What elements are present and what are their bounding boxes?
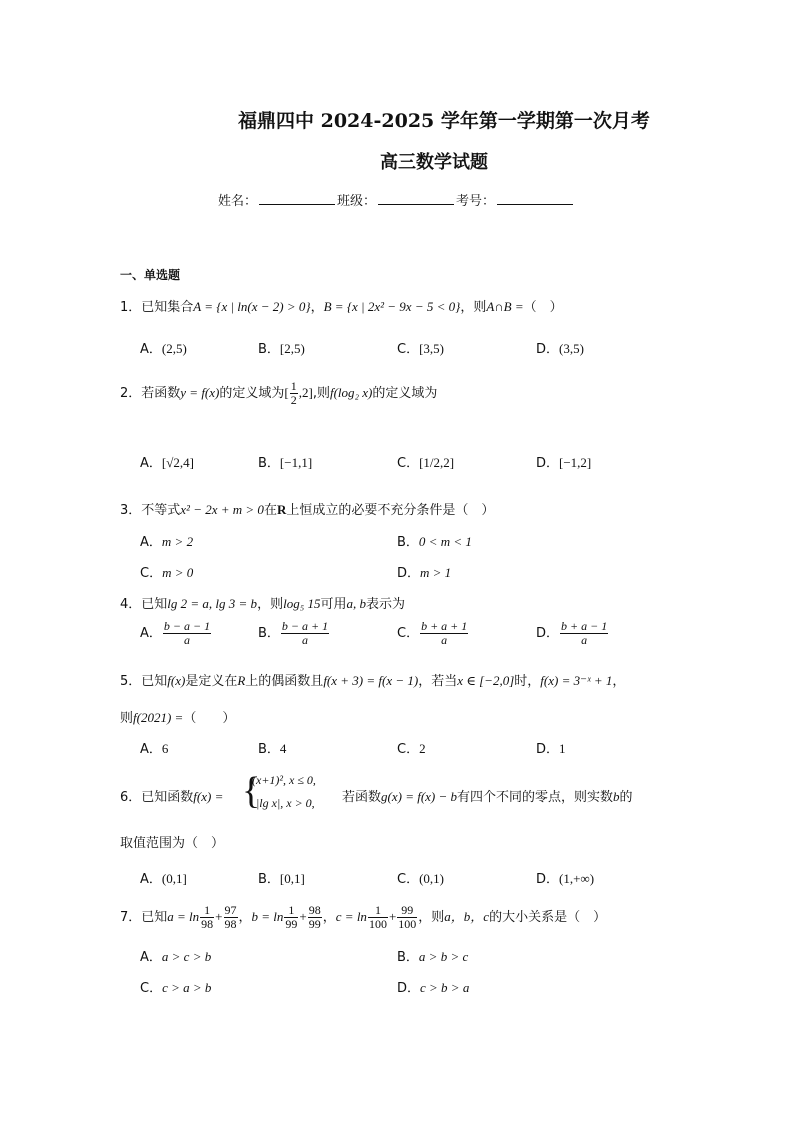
q4-option-b[interactable]: B． $\frac{b - a + 1}{a}$ xyxy=(258,619,329,648)
question-7-stem: 7．已知a = ln $\frac{1}{98}$ + $\frac{97}{98}$ ，b = ln $\frac{1}{99}$ + $\frac{98}{99}$ ，c = ln $\frac{1}{100}$ + $\frac{99}{100}$ ，则a，b，c的大小关系是（ ） xyxy=(120,903,607,932)
q4-text-d: 表示为 xyxy=(365,597,405,612)
id-blank[interactable] xyxy=(497,192,573,205)
q3-text-b: 在 xyxy=(263,503,277,518)
question-5-line2 xyxy=(120,707,235,726)
question-6-stem-tail xyxy=(342,786,633,805)
q1-text-d: （ ） xyxy=(523,300,563,315)
q5-text-d: ，若当 xyxy=(418,674,458,689)
q7-b-frac1: $\frac{1}{99}$ xyxy=(285,903,298,932)
exam-title: 福鼎四中 2024-2025 学年第一学期第一次月考 xyxy=(238,110,650,132)
q1-option-b[interactable]: B．[2,5) xyxy=(258,341,305,357)
q4-text-a: 4．已知 xyxy=(120,597,168,612)
q5-def: f(x) = 3⁻ˣ + 1 xyxy=(540,673,613,688)
q6-option-b[interactable]: B．[0,1] xyxy=(258,871,305,887)
q5-l2-a: 则 xyxy=(120,711,134,726)
question-6-line2: 取值范围为（ ） xyxy=(120,836,225,851)
q7-c-def: c = ln xyxy=(335,909,367,925)
q1-text-c: ，则 xyxy=(460,300,487,315)
q4-given: lg 2 = a, lg 3 = b xyxy=(167,596,258,611)
section-heading: 一、单选题 xyxy=(120,268,181,282)
q7-tail: ，则 xyxy=(418,910,445,926)
q6-option-d[interactable]: D．(1,+∞) xyxy=(536,871,595,887)
class-blank[interactable] xyxy=(378,192,454,205)
q4-option-a[interactable]: A． $\frac{b - a - 1}{a}$ xyxy=(140,619,211,648)
q2-text-b: 的定义域为 xyxy=(219,386,285,402)
q3-option-a[interactable]: A．m > 2 xyxy=(140,534,194,550)
question-4-stem xyxy=(120,593,405,612)
q6-option-a[interactable]: A．(0,1] xyxy=(140,871,187,887)
q2-option-d[interactable]: D．[−1,2] xyxy=(536,455,592,471)
q6-gx: g(x) = f(x) − b xyxy=(381,789,458,804)
q5-text-e: 时， xyxy=(514,674,541,689)
q4-text-b: ，则 xyxy=(257,597,284,612)
q6-text-c: 有四个不同的零点，则实数 xyxy=(457,790,614,805)
q7-a-frac2: $\frac{97}{98}$ xyxy=(224,903,237,932)
q7-sep-2: ， xyxy=(322,910,336,926)
q5-option-a[interactable]: A．6 xyxy=(140,741,169,757)
question-2-stem: 2．若函数y = f(x)的定义域为[ $\frac{1}{2}$ ,2],则f(log₂ x)的定义域为 xyxy=(120,379,438,408)
id-label: 考号： xyxy=(456,194,496,209)
question-5-stem xyxy=(120,670,625,689)
q1-set-b: B = {x | 2x² − 9x − 5 < 0} xyxy=(323,299,461,314)
q5-l2-math: f(2021) = xyxy=(133,710,184,725)
q2-option-b[interactable]: B．[−1,1] xyxy=(258,455,313,471)
q5-domain: x ∈ [−2,0] xyxy=(457,673,515,688)
q2-interval-end: ,2] xyxy=(298,385,313,401)
q3-option-d[interactable]: D．m > 1 xyxy=(397,565,452,581)
q2-option-a[interactable]: A．[√2,4] xyxy=(140,455,194,471)
q1-intersection: A∩B = xyxy=(486,299,524,314)
q1-option-d[interactable]: D．(3,5) xyxy=(536,341,584,357)
q5-option-c[interactable]: C．2 xyxy=(397,741,426,757)
name-blank[interactable] xyxy=(259,192,335,205)
q7-vars: a，b，c xyxy=(444,909,490,925)
q4-log: log₅ 15 xyxy=(283,596,321,611)
q2-text-a: 2．若函数 xyxy=(120,386,181,402)
q5-l2-b: （ ） xyxy=(183,711,236,726)
question-3-stem xyxy=(120,499,494,518)
q7-sep-1: ， xyxy=(238,910,252,926)
q3-reals: R xyxy=(276,502,287,517)
q3-text-c: 上恒成立的必要不充分条件是（ ） xyxy=(286,503,495,518)
q4-option-c[interactable]: C． $\frac{b + a + 1}{a}$ xyxy=(397,619,468,648)
q4-text-c: 可用 xyxy=(320,597,347,612)
q2-frac: $\frac{1}{2}$ xyxy=(290,379,297,408)
q3-text-a: 3．不等式 xyxy=(120,503,181,518)
q2-text-c: ,则 xyxy=(312,386,330,402)
q7-option-b[interactable]: B．a > b > c xyxy=(397,949,469,965)
q5-text-f: ， xyxy=(612,674,626,689)
q5-text-c: 上的偶函数且 xyxy=(245,674,324,689)
q7-text-a: 7．已知 xyxy=(120,910,168,926)
q3-option-c[interactable]: C．m > 0 xyxy=(140,565,194,581)
q1-option-c[interactable]: C．[3,5) xyxy=(397,341,444,357)
q1-text-b: ， xyxy=(310,300,324,315)
q5-text-b: 是定义在 xyxy=(185,674,238,689)
name-label: 姓名： xyxy=(218,194,258,209)
q6-piece-1: (x+1)², x ≤ 0, xyxy=(252,773,316,787)
q4-vars: a, b xyxy=(346,596,366,611)
class-label: 班级： xyxy=(337,194,377,209)
q7-a-def: a = ln xyxy=(167,909,200,925)
question-1-stem xyxy=(120,296,563,315)
exam-subtitle: 高三数学试题 xyxy=(380,152,488,173)
q1-text-a: 1．已知集合 xyxy=(120,300,194,315)
q2-option-c[interactable]: C．[1/2,2] xyxy=(397,455,455,471)
q7-b-def: b = ln xyxy=(251,909,284,925)
q5-period: f(x + 3) = f(x − 1) xyxy=(323,673,419,688)
q4-option-d[interactable]: D． $\frac{b + a - 1}{a}$ xyxy=(536,619,608,648)
q6-brace: { xyxy=(242,770,261,812)
q3-inequality: x² − 2x + m > 0 xyxy=(180,502,264,517)
q6-b: b xyxy=(613,789,620,804)
q1-option-a[interactable]: A．(2,5) xyxy=(140,341,187,357)
q2-func: y = f(x) xyxy=(180,385,220,401)
q7-c-frac2: $\frac{99}{100}$ xyxy=(398,903,417,932)
q3-option-b[interactable]: B．0 < m < 1 xyxy=(397,534,472,550)
q6-text-d: 的 xyxy=(619,790,633,805)
q5-option-b[interactable]: B．4 xyxy=(258,741,287,757)
q1-set-a: A = {x | ln(x − 2) > 0} xyxy=(193,299,311,314)
question-6-stem xyxy=(120,786,223,805)
q7-option-d[interactable]: D．c > b > a xyxy=(397,980,470,996)
q7-option-a[interactable]: A．a > c > b xyxy=(140,949,212,965)
q6-fx: f(x) = xyxy=(193,789,224,804)
q6-piece-2: |lg x|, x > 0, xyxy=(256,796,315,810)
q2-composite: f(log₂ x) xyxy=(329,385,373,401)
q7-a-frac1: $\frac{1}{98}$ xyxy=(201,903,214,932)
q7-option-c[interactable]: C．c > a > b xyxy=(140,980,212,996)
q7-c-frac1: $\frac{1}{100}$ xyxy=(368,903,387,932)
q7-tail-b: 的大小关系是（ ） xyxy=(489,910,607,926)
student-info-line xyxy=(218,190,575,209)
q6-text-a: 6．已知函数 xyxy=(120,790,194,805)
q5-text-a: 5．已知 xyxy=(120,674,168,689)
q7-b-frac2: $\frac{98}{99}$ xyxy=(308,903,321,932)
q6-option-c[interactable]: C．(0,1) xyxy=(397,871,444,887)
q5-option-d[interactable]: D．1 xyxy=(536,741,566,757)
q5-fx: f(x) xyxy=(167,673,186,688)
q6-text-b: 若函数 xyxy=(342,790,382,805)
q5-r: R xyxy=(237,673,246,688)
q2-text-d: 的定义域为 xyxy=(372,386,438,402)
